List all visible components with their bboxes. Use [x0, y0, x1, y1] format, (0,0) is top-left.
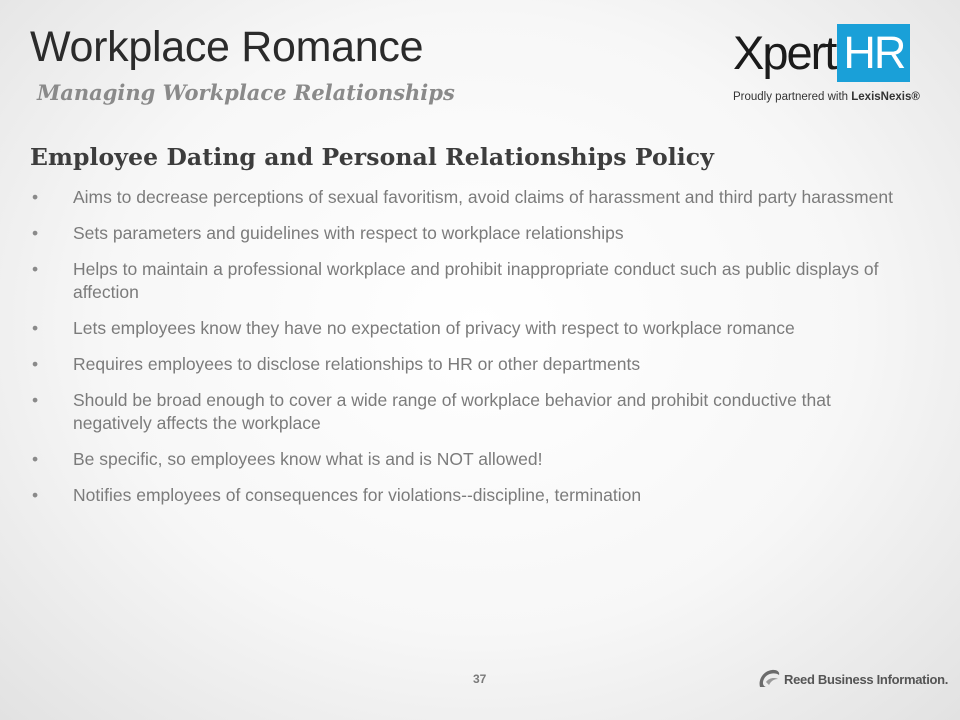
bullet-text: Sets parameters and guidelines with respect to workplace relationships	[73, 223, 624, 243]
slide-title: Workplace Romance	[30, 23, 424, 71]
logo-tagline-partner: LexisNexis®	[851, 91, 920, 103]
section-heading: Employee Dating and Personal Relationships Policy	[30, 143, 714, 171]
bullet-text: Requires employees to disclose relationships to HR or other departments	[73, 354, 641, 374]
bullet-text: Should be broad enough to cover a wide range of workplace behavior and prohibit conductive that negatively affects the workplace	[73, 390, 831, 433]
bullet-item	[32, 353, 912, 376]
bullet-text: Be specific, so employees know what is and is NOT allowed!	[73, 449, 543, 469]
bullet-point-icon: •	[32, 449, 39, 469]
bullet-item	[32, 317, 912, 340]
bullet-item	[32, 258, 912, 304]
bullet-point-icon: •	[32, 259, 39, 279]
reed-business-logo	[757, 668, 948, 690]
bullet-item	[32, 448, 912, 471]
bullet-item	[32, 389, 912, 435]
bullet-point-icon: •	[32, 390, 39, 410]
publisher-name: Reed Business Information.	[784, 671, 949, 687]
slide-subtitle: Managing Workplace Relationships	[37, 80, 455, 105]
xperthr-logo	[733, 24, 945, 112]
bullet-text: Aims to decrease perceptions of sexual favoritism, avoid claims of harassment and third party harassment	[73, 187, 893, 207]
bullet-text: Helps to maintain a professional workplace and prohibit inappropriate conduct such as public displays of affection	[73, 259, 879, 302]
bullet-item	[32, 222, 912, 245]
bullet-point-icon: •	[32, 187, 39, 207]
logo-tagline-prefix: Proudly partnered with	[733, 91, 852, 103]
bullet-text: Notifies employees of consequences for violations--discipline, termination	[73, 485, 642, 505]
bullet-point-icon: •	[32, 318, 39, 338]
bullet-point-icon: •	[32, 485, 39, 505]
logo-tagline	[733, 91, 945, 103]
bullet-point-icon: •	[32, 223, 39, 243]
bullet-point-icon: •	[32, 354, 39, 374]
logo-brand-left: Xpert	[733, 26, 836, 79]
bullet-item	[32, 484, 912, 507]
bullet-text: Lets employees know they have no expectation of privacy with respect to workplace romance	[73, 318, 795, 338]
page-number: 37	[473, 672, 487, 686]
bullet-item	[32, 186, 912, 209]
logo-brand-right: HR	[837, 24, 910, 82]
bullet-list	[32, 186, 912, 520]
reed-swoosh-icon	[757, 668, 781, 690]
logo-wordmark	[733, 24, 945, 82]
